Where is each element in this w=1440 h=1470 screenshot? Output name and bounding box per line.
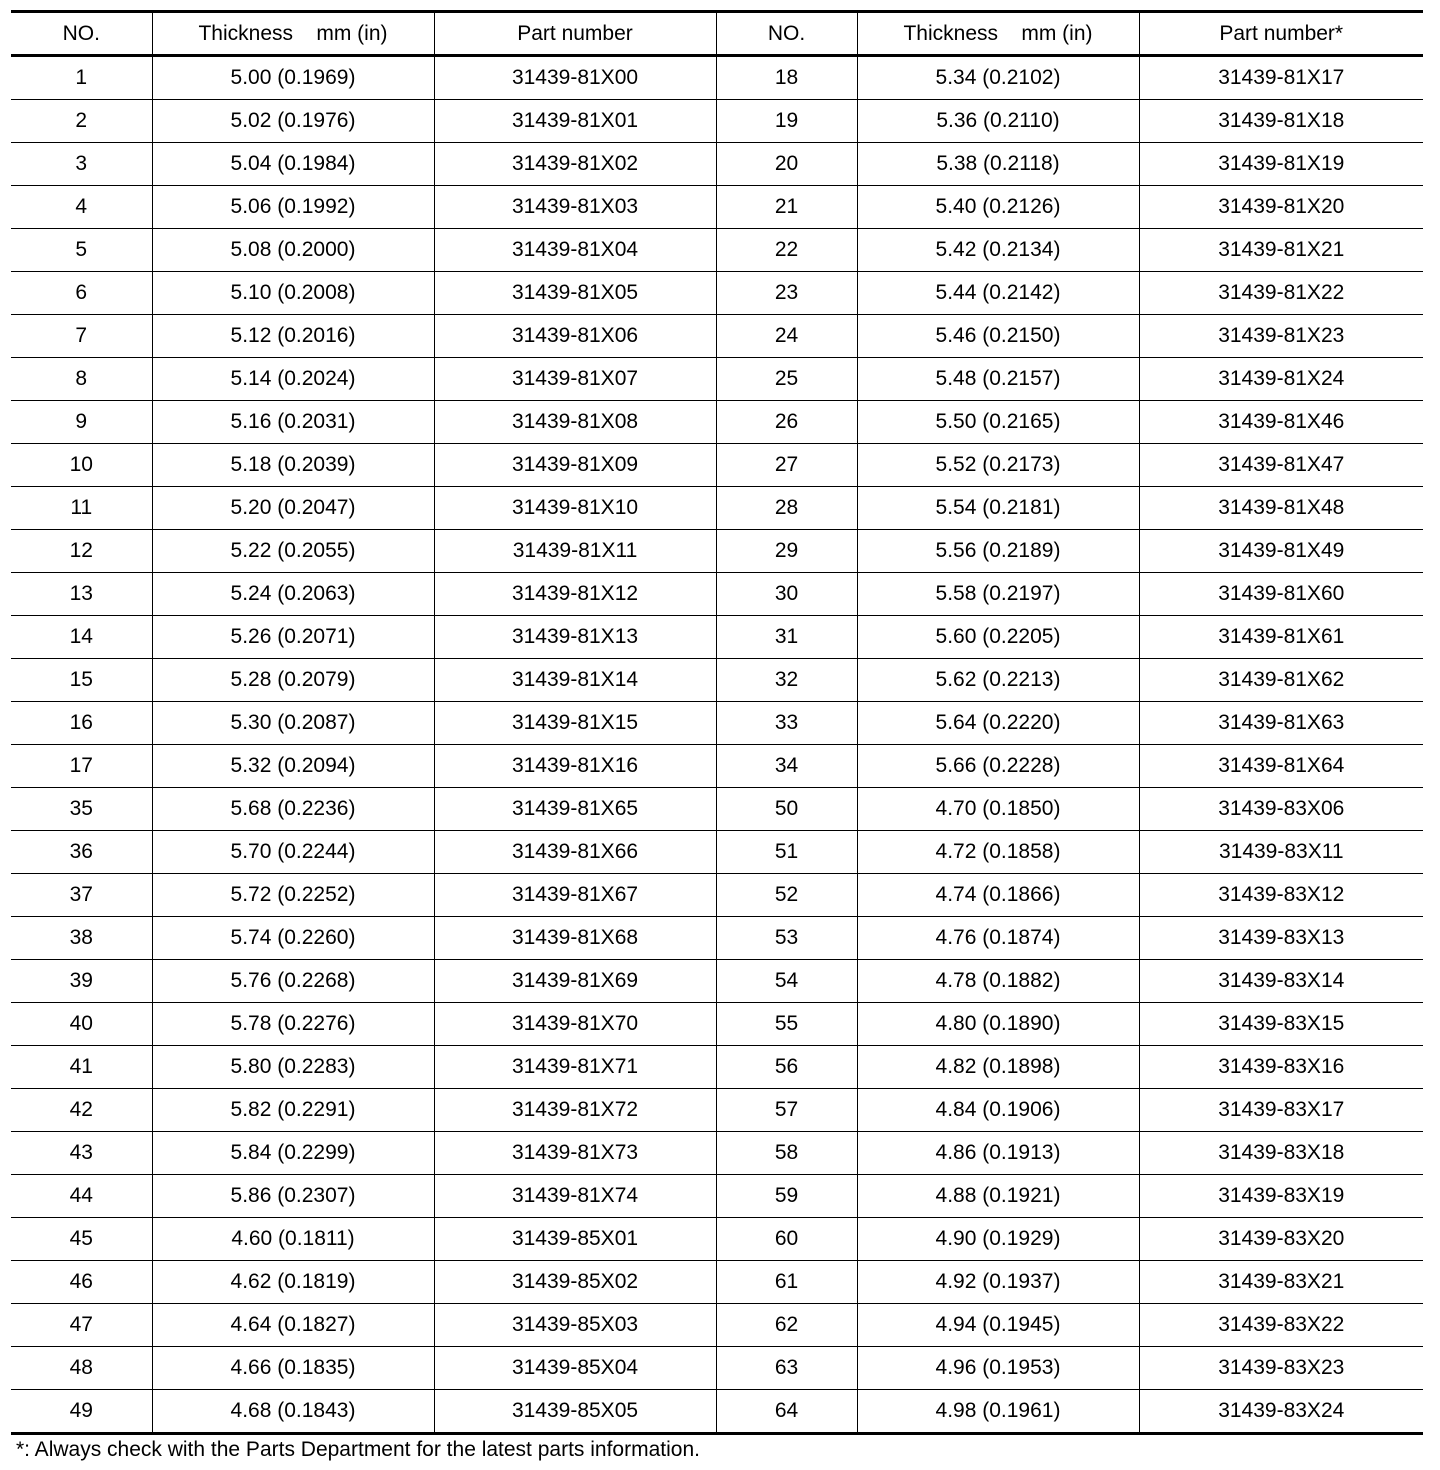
cell-part-number-right: 31439-81X22 (1139, 272, 1423, 315)
cell-part-number-right: 31439-83X20 (1139, 1218, 1423, 1261)
cell-part-number-right: 31439-83X13 (1139, 917, 1423, 960)
table-row (11, 1175, 1423, 1218)
cell-thickness-left: 5.80 (0.2283) (152, 1046, 434, 1089)
cell-thickness-left: 5.22 (0.2055) (152, 530, 434, 573)
cell-thickness-left: 4.68 (0.1843) (152, 1390, 434, 1434)
table-body (11, 56, 1423, 1434)
cell-part-number-left: 31439-81X09 (434, 444, 716, 487)
cell-part-number-right: 31439-83X16 (1139, 1046, 1423, 1089)
cell-no-left: 43 (11, 1132, 152, 1175)
cell-part-number-left: 31439-81X70 (434, 1003, 716, 1046)
cell-no-right: 22 (716, 229, 857, 272)
cell-no-right: 55 (716, 1003, 857, 1046)
cell-thickness-right: 4.76 (0.1874) (857, 917, 1139, 960)
cell-thickness-right: 4.74 (0.1866) (857, 874, 1139, 917)
cell-thickness-right: 5.34 (0.2102) (857, 56, 1139, 100)
table-row (11, 874, 1423, 917)
cell-part-number-right: 31439-81X64 (1139, 745, 1423, 788)
cell-part-number-right: 31439-81X61 (1139, 616, 1423, 659)
cell-part-number-right: 31439-81X18 (1139, 100, 1423, 143)
cell-no-left: 44 (11, 1175, 152, 1218)
cell-no-left: 38 (11, 917, 152, 960)
cell-no-left: 12 (11, 530, 152, 573)
cell-thickness-right: 5.56 (0.2189) (857, 530, 1139, 573)
cell-no-left: 16 (11, 702, 152, 745)
cell-thickness-left: 5.04 (0.1984) (152, 143, 434, 186)
cell-thickness-right: 5.40 (0.2126) (857, 186, 1139, 229)
cell-part-number-right: 31439-83X06 (1139, 788, 1423, 831)
cell-no-left: 37 (11, 874, 152, 917)
cell-no-right: 26 (716, 401, 857, 444)
cell-thickness-right: 5.46 (0.2150) (857, 315, 1139, 358)
cell-no-left: 7 (11, 315, 152, 358)
cell-part-number-right: 31439-81X62 (1139, 659, 1423, 702)
cell-thickness-left: 5.70 (0.2244) (152, 831, 434, 874)
table-row (11, 487, 1423, 530)
cell-no-left: 13 (11, 573, 152, 616)
table-row (11, 573, 1423, 616)
cell-part-number-left: 31439-81X71 (434, 1046, 716, 1089)
cell-no-right: 62 (716, 1304, 857, 1347)
cell-no-left: 3 (11, 143, 152, 186)
table-row (11, 1304, 1423, 1347)
table-row (11, 530, 1423, 573)
cell-no-right: 56 (716, 1046, 857, 1089)
cell-no-right: 50 (716, 788, 857, 831)
table-row (11, 315, 1423, 358)
cell-part-number-right: 31439-83X12 (1139, 874, 1423, 917)
cell-thickness-right: 4.94 (0.1945) (857, 1304, 1139, 1347)
table-row (11, 1218, 1423, 1261)
table-row (11, 186, 1423, 229)
cell-thickness-left: 4.64 (0.1827) (152, 1304, 434, 1347)
parts-thickness-table (11, 10, 1423, 1435)
cell-thickness-left: 5.86 (0.2307) (152, 1175, 434, 1218)
cell-thickness-left: 4.60 (0.1811) (152, 1218, 434, 1261)
cell-no-left: 47 (11, 1304, 152, 1347)
cell-thickness-left: 5.72 (0.2252) (152, 874, 434, 917)
cell-no-left: 45 (11, 1218, 152, 1261)
cell-part-number-right: 31439-81X60 (1139, 573, 1423, 616)
cell-part-number-right: 31439-81X49 (1139, 530, 1423, 573)
cell-no-right: 34 (716, 745, 857, 788)
cell-thickness-left: 5.84 (0.2299) (152, 1132, 434, 1175)
table-row (11, 1261, 1423, 1304)
cell-no-left: 4 (11, 186, 152, 229)
cell-part-number-right: 31439-83X11 (1139, 831, 1423, 874)
cell-part-number-right: 31439-81X21 (1139, 229, 1423, 272)
cell-part-number-right: 31439-81X48 (1139, 487, 1423, 530)
cell-thickness-left: 5.06 (0.1992) (152, 186, 434, 229)
cell-part-number-left: 31439-81X12 (434, 573, 716, 616)
table-row (11, 1046, 1423, 1089)
cell-thickness-right: 5.38 (0.2118) (857, 143, 1139, 186)
cell-part-number-left: 31439-85X02 (434, 1261, 716, 1304)
header-part-number-left: Part number (434, 12, 716, 56)
cell-thickness-right: 5.64 (0.2220) (857, 702, 1139, 745)
cell-thickness-right: 5.66 (0.2228) (857, 745, 1139, 788)
cell-part-number-left: 31439-81X68 (434, 917, 716, 960)
cell-thickness-right: 4.72 (0.1858) (857, 831, 1139, 874)
cell-thickness-left: 5.76 (0.2268) (152, 960, 434, 1003)
cell-thickness-left: 5.18 (0.2039) (152, 444, 434, 487)
cell-thickness-left: 5.12 (0.2016) (152, 315, 434, 358)
cell-no-left: 6 (11, 272, 152, 315)
cell-thickness-right: 4.86 (0.1913) (857, 1132, 1139, 1175)
cell-no-left: 46 (11, 1261, 152, 1304)
cell-no-left: 15 (11, 659, 152, 702)
cell-thickness-left: 5.20 (0.2047) (152, 487, 434, 530)
cell-thickness-right: 4.98 (0.1961) (857, 1390, 1139, 1434)
cell-part-number-left: 31439-81X14 (434, 659, 716, 702)
cell-no-right: 19 (716, 100, 857, 143)
cell-thickness-left: 5.14 (0.2024) (152, 358, 434, 401)
cell-thickness-right: 4.78 (0.1882) (857, 960, 1139, 1003)
cell-no-right: 29 (716, 530, 857, 573)
cell-no-right: 21 (716, 186, 857, 229)
cell-part-number-left: 31439-81X07 (434, 358, 716, 401)
cell-thickness-left: 5.82 (0.2291) (152, 1089, 434, 1132)
table-row (11, 1003, 1423, 1046)
header-part-number-right: Part number* (1139, 12, 1423, 56)
cell-part-number-right: 31439-83X22 (1139, 1304, 1423, 1347)
cell-part-number-left: 31439-81X00 (434, 56, 716, 100)
cell-part-number-left: 31439-85X04 (434, 1347, 716, 1390)
cell-part-number-left: 31439-81X02 (434, 143, 716, 186)
cell-thickness-left: 5.74 (0.2260) (152, 917, 434, 960)
cell-part-number-left: 31439-81X16 (434, 745, 716, 788)
cell-thickness-right: 5.36 (0.2110) (857, 100, 1139, 143)
cell-thickness-right: 4.96 (0.1953) (857, 1347, 1139, 1390)
cell-part-number-left: 31439-81X05 (434, 272, 716, 315)
cell-part-number-right: 31439-83X19 (1139, 1175, 1423, 1218)
table-row (11, 1390, 1423, 1434)
cell-part-number-right: 31439-81X17 (1139, 56, 1423, 100)
cell-no-right: 61 (716, 1261, 857, 1304)
header-no-right: NO. (716, 12, 857, 56)
cell-part-number-left: 31439-81X72 (434, 1089, 716, 1132)
table-row (11, 401, 1423, 444)
cell-no-left: 14 (11, 616, 152, 659)
cell-no-left: 39 (11, 960, 152, 1003)
cell-no-right: 30 (716, 573, 857, 616)
cell-no-left: 49 (11, 1390, 152, 1434)
cell-thickness-right: 5.60 (0.2205) (857, 616, 1139, 659)
cell-part-number-left: 31439-81X74 (434, 1175, 716, 1218)
table-row (11, 960, 1423, 1003)
cell-part-number-left: 31439-81X10 (434, 487, 716, 530)
cell-thickness-right: 5.50 (0.2165) (857, 401, 1139, 444)
cell-part-number-left: 31439-81X66 (434, 831, 716, 874)
table-row (11, 272, 1423, 315)
cell-no-right: 28 (716, 487, 857, 530)
cell-no-right: 18 (716, 56, 857, 100)
cell-thickness-right: 4.92 (0.1937) (857, 1261, 1139, 1304)
cell-no-right: 52 (716, 874, 857, 917)
header-thickness-right: Thickness mm (in) (857, 12, 1139, 56)
cell-thickness-right: 5.44 (0.2142) (857, 272, 1139, 315)
cell-part-number-left: 31439-81X03 (434, 186, 716, 229)
table-row (11, 56, 1423, 100)
cell-no-right: 31 (716, 616, 857, 659)
cell-part-number-right: 31439-81X46 (1139, 401, 1423, 444)
cell-part-number-left: 31439-81X01 (434, 100, 716, 143)
cell-part-number-right: 31439-83X14 (1139, 960, 1423, 1003)
cell-part-number-right: 31439-83X21 (1139, 1261, 1423, 1304)
cell-thickness-left: 5.10 (0.2008) (152, 272, 434, 315)
cell-no-right: 53 (716, 917, 857, 960)
table-row (11, 444, 1423, 487)
cell-part-number-left: 31439-81X06 (434, 315, 716, 358)
table-header-row (11, 12, 1423, 56)
cell-thickness-left: 5.02 (0.1976) (152, 100, 434, 143)
cell-no-left: 11 (11, 487, 152, 530)
cell-thickness-right: 5.42 (0.2134) (857, 229, 1139, 272)
cell-part-number-right: 31439-81X19 (1139, 143, 1423, 186)
cell-no-right: 57 (716, 1089, 857, 1132)
table-row (11, 616, 1423, 659)
cell-part-number-right: 31439-81X47 (1139, 444, 1423, 487)
header-thickness-left: Thickness mm (in) (152, 12, 434, 56)
cell-no-left: 48 (11, 1347, 152, 1390)
table-row (11, 1089, 1423, 1132)
cell-part-number-left: 31439-81X11 (434, 530, 716, 573)
cell-part-number-right: 31439-83X23 (1139, 1347, 1423, 1390)
table-row (11, 831, 1423, 874)
cell-thickness-right: 4.84 (0.1906) (857, 1089, 1139, 1132)
cell-part-number-right: 31439-81X20 (1139, 186, 1423, 229)
cell-no-right: 25 (716, 358, 857, 401)
cell-thickness-right: 5.62 (0.2213) (857, 659, 1139, 702)
cell-no-left: 42 (11, 1089, 152, 1132)
cell-no-left: 40 (11, 1003, 152, 1046)
cell-no-left: 5 (11, 229, 152, 272)
cell-part-number-right: 31439-83X18 (1139, 1132, 1423, 1175)
cell-thickness-right: 4.88 (0.1921) (857, 1175, 1139, 1218)
cell-thickness-left: 5.78 (0.2276) (152, 1003, 434, 1046)
cell-thickness-right: 5.52 (0.2173) (857, 444, 1139, 487)
cell-part-number-right: 31439-83X24 (1139, 1390, 1423, 1434)
cell-part-number-right: 31439-81X23 (1139, 315, 1423, 358)
cell-no-right: 58 (716, 1132, 857, 1175)
cell-no-left: 10 (11, 444, 152, 487)
table-row (11, 1132, 1423, 1175)
cell-thickness-right: 5.58 (0.2197) (857, 573, 1139, 616)
cell-no-left: 2 (11, 100, 152, 143)
table-row (11, 659, 1423, 702)
cell-thickness-left: 5.28 (0.2079) (152, 659, 434, 702)
cell-thickness-right: 5.54 (0.2181) (857, 487, 1139, 530)
cell-thickness-right: 4.82 (0.1898) (857, 1046, 1139, 1089)
cell-thickness-left: 5.68 (0.2236) (152, 788, 434, 831)
table-row (11, 702, 1423, 745)
cell-no-right: 27 (716, 444, 857, 487)
cell-no-right: 24 (716, 315, 857, 358)
cell-no-left: 9 (11, 401, 152, 444)
cell-no-right: 32 (716, 659, 857, 702)
cell-no-left: 35 (11, 788, 152, 831)
cell-no-left: 41 (11, 1046, 152, 1089)
table-row (11, 358, 1423, 401)
table-row (11, 1347, 1423, 1390)
cell-no-right: 20 (716, 143, 857, 186)
table-row (11, 100, 1423, 143)
cell-no-right: 33 (716, 702, 857, 745)
cell-part-number-left: 31439-81X04 (434, 229, 716, 272)
cell-thickness-left: 5.08 (0.2000) (152, 229, 434, 272)
cell-thickness-left: 4.66 (0.1835) (152, 1347, 434, 1390)
cell-part-number-left: 31439-81X13 (434, 616, 716, 659)
cell-thickness-right: 4.90 (0.1929) (857, 1218, 1139, 1261)
footnote: *: Always check with the Parts Department for the latest parts information. (16, 1438, 700, 1461)
cell-part-number-right: 31439-83X17 (1139, 1089, 1423, 1132)
cell-no-left: 17 (11, 745, 152, 788)
cell-thickness-left: 5.30 (0.2087) (152, 702, 434, 745)
cell-part-number-left: 31439-85X03 (434, 1304, 716, 1347)
cell-part-number-left: 31439-81X08 (434, 401, 716, 444)
cell-part-number-left: 31439-81X73 (434, 1132, 716, 1175)
cell-no-right: 63 (716, 1347, 857, 1390)
cell-thickness-right: 4.80 (0.1890) (857, 1003, 1139, 1046)
cell-thickness-left: 5.26 (0.2071) (152, 616, 434, 659)
table-row (11, 745, 1423, 788)
cell-thickness-right: 4.70 (0.1850) (857, 788, 1139, 831)
cell-thickness-right: 5.48 (0.2157) (857, 358, 1139, 401)
table-row (11, 788, 1423, 831)
cell-no-right: 51 (716, 831, 857, 874)
cell-no-left: 8 (11, 358, 152, 401)
cell-thickness-left: 5.32 (0.2094) (152, 745, 434, 788)
table-row (11, 229, 1423, 272)
cell-no-right: 59 (716, 1175, 857, 1218)
cell-part-number-left: 31439-81X15 (434, 702, 716, 745)
cell-part-number-left: 31439-81X65 (434, 788, 716, 831)
cell-part-number-left: 31439-81X67 (434, 874, 716, 917)
cell-part-number-right: 31439-83X15 (1139, 1003, 1423, 1046)
cell-thickness-left: 5.24 (0.2063) (152, 573, 434, 616)
cell-part-number-left: 31439-81X69 (434, 960, 716, 1003)
cell-part-number-right: 31439-81X63 (1139, 702, 1423, 745)
cell-thickness-left: 5.16 (0.2031) (152, 401, 434, 444)
cell-no-right: 54 (716, 960, 857, 1003)
cell-thickness-left: 5.00 (0.1969) (152, 56, 434, 100)
cell-no-right: 60 (716, 1218, 857, 1261)
cell-no-left: 36 (11, 831, 152, 874)
header-no-left: NO. (11, 12, 152, 56)
cell-no-right: 23 (716, 272, 857, 315)
cell-part-number-left: 31439-85X01 (434, 1218, 716, 1261)
cell-no-left: 1 (11, 56, 152, 100)
table-row (11, 143, 1423, 186)
cell-no-right: 64 (716, 1390, 857, 1434)
cell-part-number-left: 31439-85X05 (434, 1390, 716, 1434)
cell-part-number-right: 31439-81X24 (1139, 358, 1423, 401)
table-row (11, 917, 1423, 960)
cell-thickness-left: 4.62 (0.1819) (152, 1261, 434, 1304)
